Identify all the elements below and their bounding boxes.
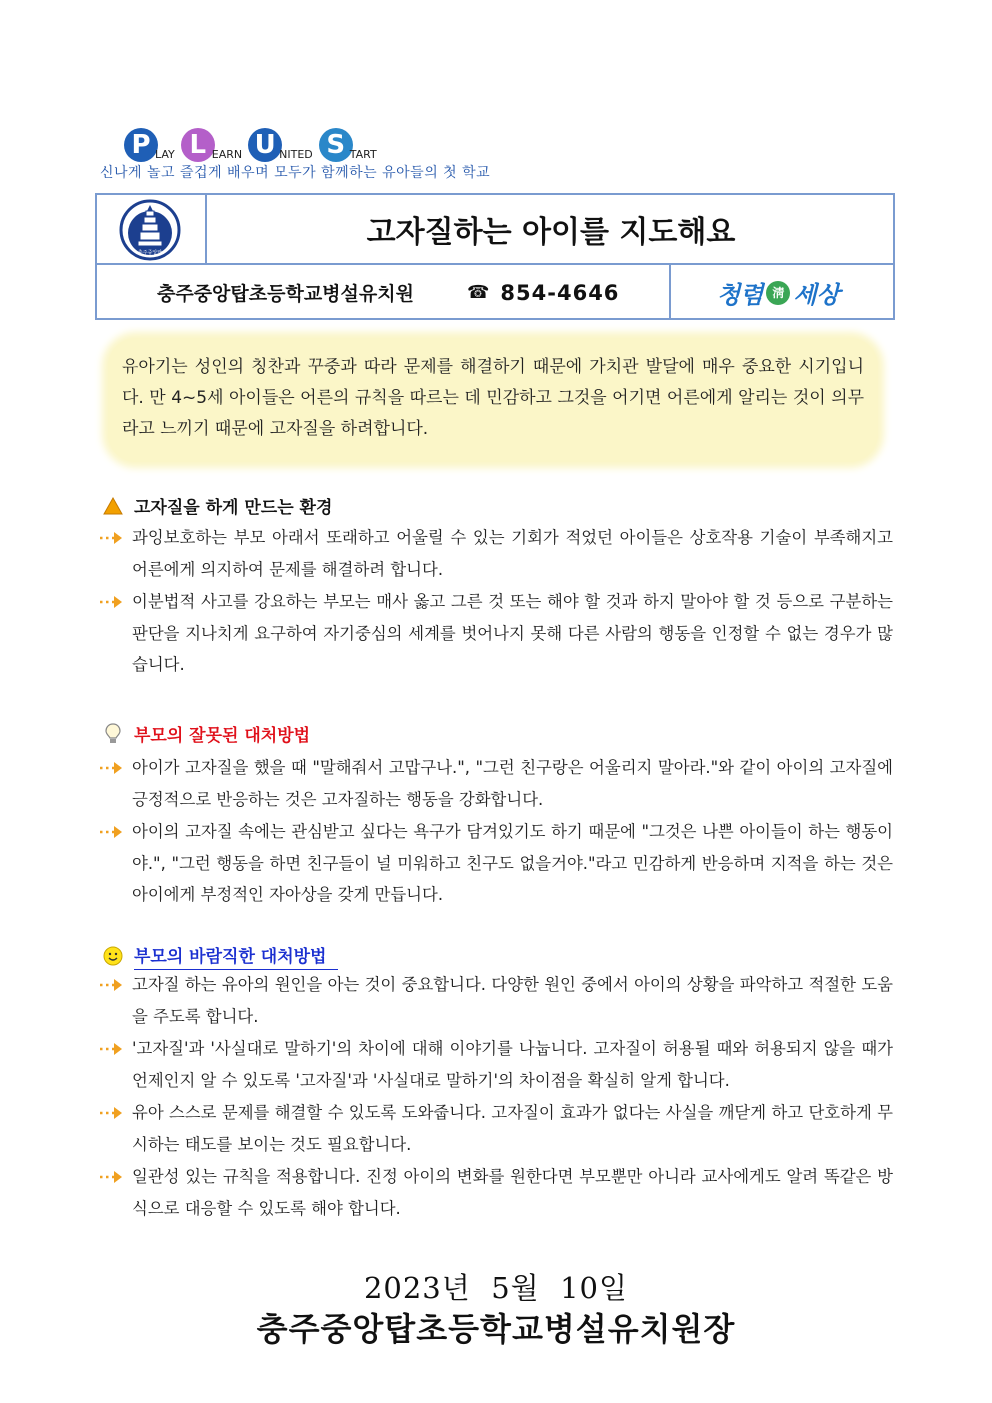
section-heading-good-response (102, 942, 338, 970)
plus-banner (124, 126, 383, 162)
lightbulb-icon (102, 723, 124, 745)
emblem-caption: 충주중앙탑 (137, 250, 163, 256)
section-list-wrong-response (98, 752, 893, 912)
newsletter-header (95, 193, 895, 320)
arrow-bullet-icon (100, 978, 124, 992)
arrow-bullet-icon (100, 825, 124, 839)
banner-letter-circle: S (319, 128, 353, 162)
banner-word-start (319, 128, 377, 162)
list-item (98, 522, 893, 585)
list-item-text: 아이가 고자질을 했을 때 "말해줘서 고맙구나.", "그런 친구랑은 어울리지 말아라."와 같이 아이의 고자질에 긍정적으로 반응하는 것은 고자질하는 행동을 강화합니다. (132, 758, 893, 809)
warning-triangle-icon (102, 495, 124, 517)
signature-line: 충주중앙탑초등학교병설유치원장 (256, 1310, 736, 1348)
section-list-environment (98, 522, 893, 682)
arrow-bullet-icon (100, 1106, 124, 1120)
list-item (98, 816, 893, 911)
phone-icon: ☎ (467, 282, 491, 303)
school-name: 충주중앙탑초등학교병설유치원 (157, 283, 414, 305)
school-slogan: 신나게 놀고 즐겁게 배우며 모두가 함께하는 유아들의 첫 학교 (100, 165, 491, 181)
school-emblem-logo (119, 199, 181, 261)
divider (669, 263, 671, 320)
list-item-text: '고자질'과 '사실대로 말하기'의 차이에 대해 이야기를 나눕니다. 고자질이 허용될 때와 허용되지 않을 때가 언제인지 알 수 있도록 '고자질'과 '사실대로 말하기'의 차이점을 확실히 알게 합니다. (132, 1039, 893, 1090)
phone-value: 854-4646 (500, 280, 620, 305)
section-heading-text: 고자질을 하게 만드는 환경 (134, 498, 333, 518)
brand-left-text: 청렴 (717, 281, 764, 309)
arrow-bullet-icon (100, 531, 124, 545)
list-item-text: 유아 스스로 문제를 해결할 수 있도록 도와줍니다. 고자질이 효과가 없다는 사실을 깨닫게 하고 단호하게 무시하는 태도를 보이는 것도 필요합니다. (132, 1103, 893, 1154)
banner-word-rest: EARN (211, 148, 243, 161)
banner-word-rest: TART (349, 148, 377, 161)
banner-letter-circle: U (248, 128, 282, 162)
banner-word-learn (181, 128, 242, 162)
section-heading-wrong-response (102, 721, 310, 746)
banner-letter-circle: P (124, 128, 158, 162)
integrity-world-logo (717, 270, 867, 315)
banner-word-united (248, 128, 313, 162)
page-title: 고자질하는 아이를 지도해요 (366, 215, 736, 250)
section-list-good-response (98, 969, 893, 1225)
phone-number (467, 265, 619, 320)
list-item-text: 아이의 고자질 속에는 관심받고 싶다는 욕구가 담겨있기도 하기 때문에 "그것은 나쁜 아이들이 하는 행동이야.", "그런 행동을 하면 친구들이 널 미워하고 친구도 없을거야."라고 민감하게 반응하며 지적을 하는 것은 아이에게 부정적인 자아상을 갖게 만듭니다. (132, 822, 893, 904)
brand-circle-icon (766, 281, 790, 305)
list-item-text: 이분법적 사고를 강요하는 부모는 매사 옳고 그른 것 또는 해야 할 것과 하지 말아야 할 것 등으로 구분하는 판단을 지나치게 요구하여 자기중심의 세계를 벗어나지 못해 다른 사람의 행동을 인정할 수 없는 경우가 많습니다. (132, 592, 893, 674)
banner-word-rest: LAY (155, 148, 175, 161)
brand-mid-text: 淸 (772, 286, 785, 300)
list-item (98, 1033, 893, 1096)
intro-text: 유아기는 성인의 칭찬과 꾸중과 따라 문제를 해결하기 때문에 가치관 발달에 매우 중요한 시기입니다. 만 4~5세 아이들은 어른의 규칙을 따르는 데 민감하고 그것을 어기면 어른에게 알리는 것이 의무라고 느끼기 때문에 고자질을 하려합니다. (122, 357, 864, 439)
arrow-bullet-icon (100, 761, 124, 775)
intro-note (108, 338, 878, 462)
list-item (98, 1161, 893, 1224)
banner-letter-circle: L (181, 128, 215, 162)
list-item-text: 고자질 하는 유아의 원인을 아는 것이 중요합니다. 다양한 원인 중에서 아이의 상황을 파악하고 적절한 도움을 주도록 합니다. (132, 975, 893, 1026)
section-heading-text: 부모의 잘못된 대처방법 (134, 726, 311, 746)
banner-word-play (124, 128, 175, 162)
arrow-bullet-icon (100, 1170, 124, 1184)
smiley-face-icon (102, 945, 124, 967)
list-item-text: 일관성 있는 규칙을 적용합니다. 진정 아이의 변화를 원한다면 부모뿐만 아니라 교사에게도 알려 똑같은 방식으로 대응할 수 있도록 해야 합니다. (132, 1167, 893, 1218)
section-heading-text: 부모의 바람직한 대처방법 (134, 942, 338, 970)
list-item (98, 1097, 893, 1160)
arrow-bullet-icon (100, 1042, 124, 1056)
issue-date: 2023년 5월 10일 (363, 1271, 629, 1305)
list-item (98, 969, 893, 1032)
banner-word-rest: NITED (279, 148, 313, 161)
arrow-bullet-icon (100, 595, 124, 609)
section-heading-environment (102, 493, 332, 518)
brand-right-text: 세상 (793, 281, 840, 309)
list-item (98, 752, 893, 815)
list-item-text: 과잉보호하는 부모 아래서 또래하고 어울릴 수 있는 기회가 적었던 아이들은 상호작용 기술이 부족해지고 어른에게 의지하여 문제를 해결하려 합니다. (132, 528, 893, 579)
list-item (98, 586, 893, 681)
